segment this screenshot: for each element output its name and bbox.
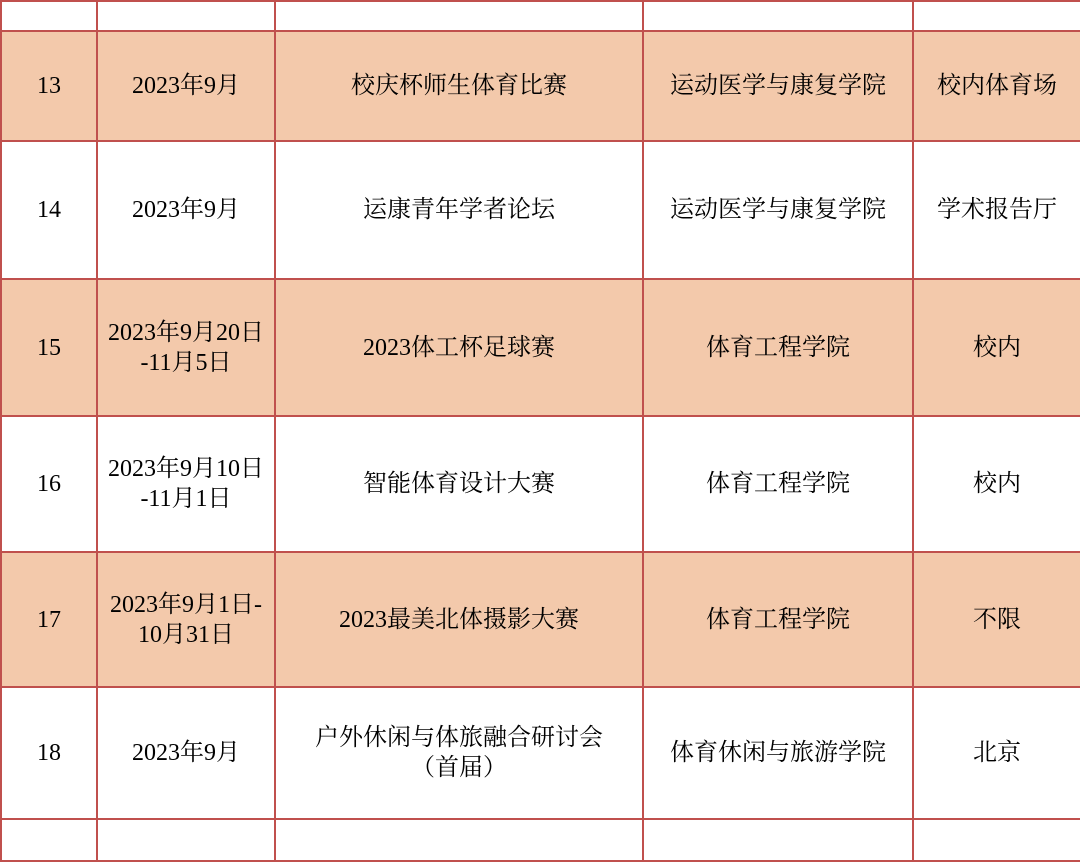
name-line-2: （首届） (411, 755, 507, 781)
place-cell: 校内 (913, 279, 1080, 416)
date-cell (97, 416, 275, 552)
org-cell: 体育工程学院 (643, 552, 913, 687)
table-row (1, 1, 1080, 31)
index-cell: 15 (1, 279, 97, 416)
place-cell: 校内 (913, 416, 1080, 552)
date-cell: 2023年9月 (97, 31, 275, 141)
table-row (1, 819, 1080, 861)
date-cell (97, 552, 275, 687)
date-line-2: 10月31日 (138, 621, 234, 648)
index-cell: 17 (1, 552, 97, 687)
table-row (1, 31, 1080, 141)
index-cell (1, 819, 97, 861)
table-row (1, 687, 1080, 819)
table-row (1, 416, 1080, 552)
name-cell: 2023最美北体摄影大赛 (275, 552, 643, 687)
place-cell: 学术报告厅 (913, 141, 1080, 279)
name-cell: 2023体工杯足球赛 (275, 279, 643, 416)
org-cell: 运动医学与康复学院 (643, 31, 913, 141)
date-cell (97, 279, 275, 416)
name-cell (275, 819, 643, 861)
org-cell: 体育工程学院 (643, 416, 913, 552)
date-line-1: 2023年9月10日 (108, 456, 264, 482)
name-cell: 校庆杯师生体育比赛 (275, 31, 643, 141)
table-row (1, 141, 1080, 279)
org-cell: 运动医学与康复学院 (643, 141, 913, 279)
place-cell: 北京 (913, 687, 1080, 819)
index-cell: 14 (1, 141, 97, 279)
name-cell (275, 687, 643, 819)
index-cell: 16 (1, 416, 97, 552)
date-line-1: 2023年9月20日 (108, 319, 264, 346)
date-line-1: 2023年9月1日- (110, 591, 262, 618)
org-cell: 体育工程学院 (643, 279, 913, 416)
org-cell (643, 1, 913, 31)
date-line-2: -11月5日 (140, 349, 232, 376)
index-cell: 13 (1, 31, 97, 141)
date-cell (97, 1, 275, 31)
name-cell (275, 1, 643, 31)
date-cell: 2023年9月 (97, 687, 275, 819)
index-cell: 18 (1, 687, 97, 819)
place-cell (913, 1, 1080, 31)
index-cell (1, 1, 97, 31)
name-line-1: 户外休闲与体旅融合研讨会 (315, 725, 603, 751)
place-cell (913, 819, 1080, 861)
place-cell: 校内体育场 (913, 31, 1080, 141)
name-cell: 运康青年学者论坛 (275, 141, 643, 279)
date-cell (97, 819, 275, 861)
org-cell (643, 819, 913, 861)
table-row (1, 279, 1080, 416)
place-cell: 不限 (913, 552, 1080, 687)
table-row (1, 552, 1080, 687)
name-cell: 智能体育设计大赛 (275, 416, 643, 552)
org-cell: 体育休闲与旅游学院 (643, 687, 913, 819)
date-line-2: -11月1日 (140, 486, 232, 512)
date-cell: 2023年9月 (97, 141, 275, 279)
